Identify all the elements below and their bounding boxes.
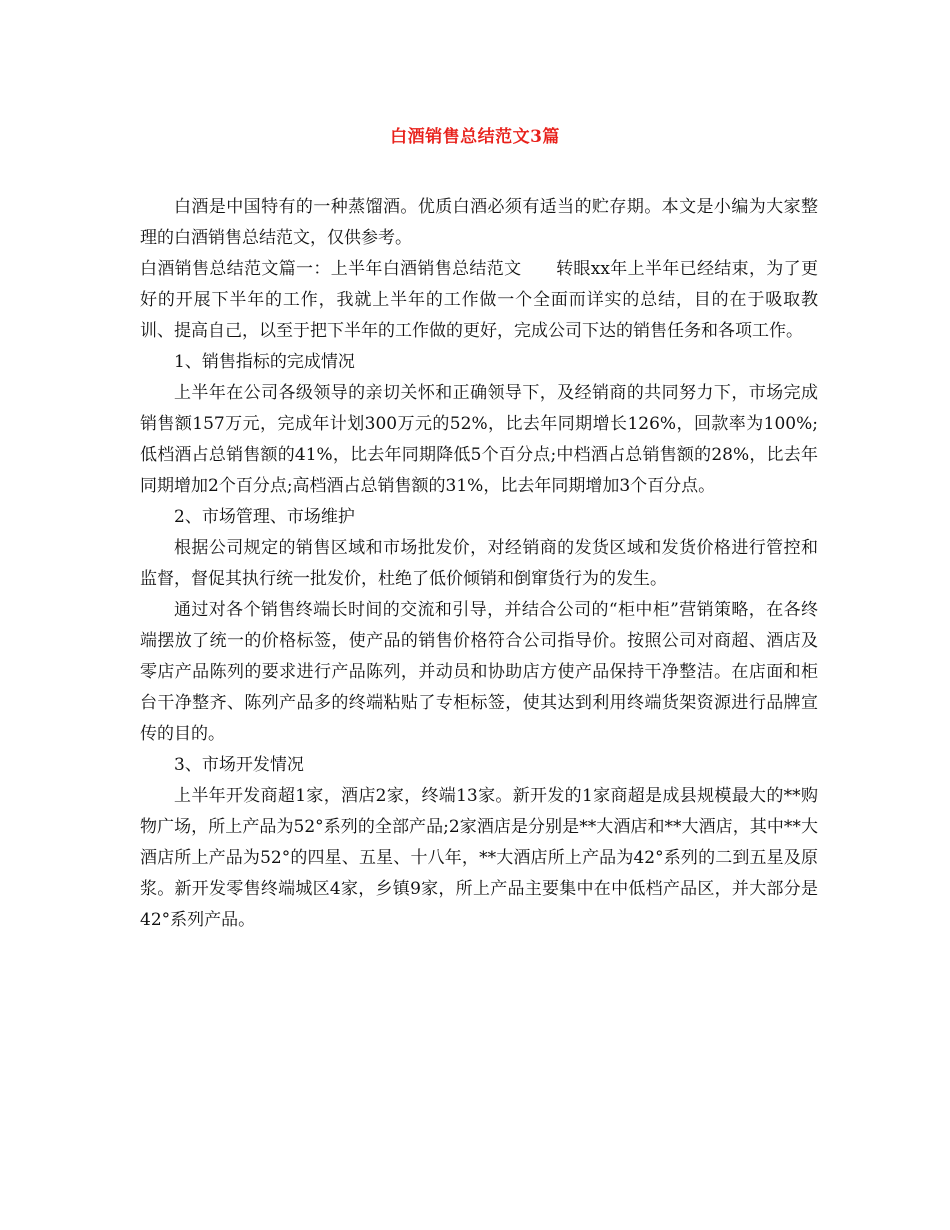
paragraph-sales-targets: 上半年在公司各级领导的亲切关怀和正确领导下，及经销商的共同努力下，市场完成销售额157万元，完成年计划300万元的52%，比去年同期增长126%，回款率为100%;低档酒占总销售额的41%，比去年同期降低5个百分点;中档酒占总销售额的28%，比去年同期增加2个百分点;高档酒占总销售额的31%，比去年同期增加3个百分点。 [140,383,818,496]
paragraph-market-development: 上半年开发商超1家，酒店2家，终端13家。新开发的1家商超是成县规模最大的**购物广场，所上产品为52°系列的全部产品;2家酒店是分别是**大酒店和**大酒店，其中**大酒店所上产品为52°的四星、五星、十八年，**大酒店所上产品为42°系列的二到五星及原浆。新开发零售终端城区4家，乡镇9家，所上产品主要集中在中低档产品区，并大部分是42°系列产品。 [140,786,818,930]
document-body [140,192,818,936]
paragraph-article-one-opening: 白酒销售总结范文篇一：上半年白酒销售总结范文 转眼xx年上半年已经结束，为了更好的开展下半年的工作，我就上半年的工作做一个全面而详实的总结，目的在于吸取教训、提高自己，以至于把下半年的工作做的更好，完成公司下达的销售任务和各项工作。 [140,259,818,341]
paragraph-intro: 白酒是中国特有的一种蒸馏酒。优质白酒必须有适当的贮存期。本文是小编为大家整理的白酒销售总结范文，仅供参考。 [140,197,818,248]
paragraph-terminal-display: 通过对各个销售终端长时间的交流和引导，并结合公司的“柜中柜”营销策略，在各终端摆放了统一的价格标签，使产品的销售价格符合公司指导价。按照公司对商超、酒店及零店产品陈列的要求进行产品陈列，并动员和协助店方使产品保持干净整洁。在店面和柜台干净整齐、陈列产品多的终端粘贴了专柜标签，使其达到利用终端货架资源进行品牌宣传的目的。 [140,600,818,744]
section-heading-market-management: 2、市场管理、市场维护 [174,507,355,527]
section-heading-sales-targets: 1、销售指标的完成情况 [174,352,355,372]
section-heading-market-development: 3、市场开发情况 [174,755,304,775]
page-title: 白酒销售总结范文3篇 [390,127,560,147]
paragraph-market-pricing: 根据公司规定的销售区域和市场批发价，对经销商的发货区域和发货价格进行管控和监督，督促其执行统一批发价，杜绝了低价倾销和倒窜货行为的发生。 [140,538,818,589]
